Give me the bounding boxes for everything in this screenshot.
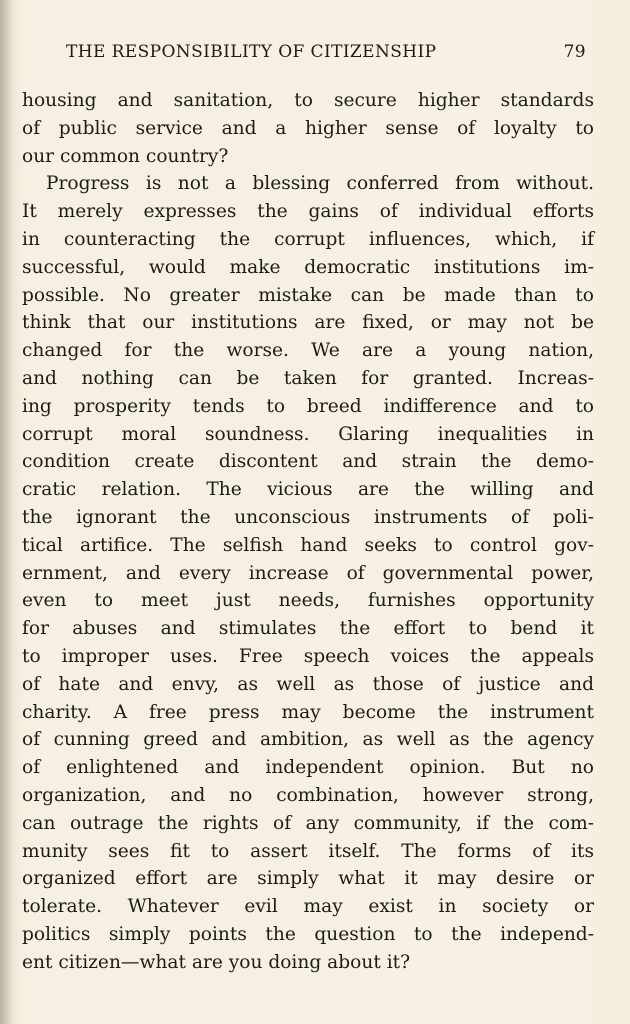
text-line: tical artifice. The selfish hand seeks to control gov- bbox=[22, 534, 594, 556]
text-line: organization, and no combination, however strong, bbox=[22, 784, 594, 806]
text-line: of cunning greed and ambition, as well as the agency bbox=[22, 729, 594, 751]
text-line: housing and sanitation, to secure higher standards bbox=[22, 90, 594, 111]
text-line: of enlightened and independent opinion. But no bbox=[22, 757, 594, 779]
text-line: can outrage the rights of any community, if the com- bbox=[22, 812, 594, 834]
page-number: 79 bbox=[563, 42, 586, 62]
text-line: to improper uses. Free speech voices the appeals bbox=[22, 645, 594, 667]
running-header bbox=[66, 42, 586, 66]
text-line: charity. A free press may become the instrument bbox=[22, 701, 594, 723]
text-line: of hate and envy, as well as those of justice and bbox=[22, 673, 594, 695]
text-line: condition create discontent and strain the demo- bbox=[22, 451, 594, 473]
text-line: munity sees fit to assert itself. The forms of its bbox=[22, 840, 594, 862]
page-gutter-shadow bbox=[0, 0, 14, 1024]
text-line: Progress is not a blessing conferred from without. bbox=[46, 173, 594, 195]
text-line: organized effort are simply what it may desire or bbox=[22, 868, 594, 890]
text-line: ent citizen—what are you doing about it? bbox=[22, 951, 411, 973]
text-line: ernment, and every increase of governmental power, bbox=[22, 562, 594, 584]
text-line: and nothing can be taken for granted. Increas- bbox=[22, 367, 594, 389]
text-line: corrupt moral soundness. Glaring inequalities in bbox=[22, 423, 594, 445]
paragraph-1 bbox=[22, 87, 594, 170]
text-line: possible. No greater mistake can be made than to bbox=[22, 284, 594, 306]
text-line: ing prosperity tends to breed indifference and to bbox=[22, 395, 594, 417]
text-line: cratic relation. The vicious are the willing and bbox=[22, 479, 594, 501]
text-line: for abuses and stimulates the effort to bend it bbox=[22, 618, 594, 640]
text-line: our common country? bbox=[22, 145, 229, 167]
text-line: tolerate. Whatever evil may exist in society or bbox=[22, 896, 594, 918]
running-title: THE RESPONSIBILITY OF CITIZENSHIP bbox=[66, 42, 437, 62]
text-line: of public service and a higher sense of loyalty to bbox=[22, 117, 594, 139]
text-line: politics simply points the question to the independ- bbox=[22, 923, 594, 945]
text-line: changed for the worse. We are a young nation, bbox=[22, 340, 594, 362]
body-text bbox=[22, 87, 594, 977]
text-line: It merely expresses the gains of individual efforts bbox=[22, 201, 594, 223]
paragraph-2 bbox=[22, 170, 594, 976]
text-line: the ignorant the unconscious instruments of poli- bbox=[22, 506, 594, 528]
text-line: in counteracting the corrupt influences, which, if bbox=[22, 228, 594, 250]
text-line: think that our institutions are fixed, or may not be bbox=[22, 312, 594, 334]
text-line: even to meet just needs, furnishes opportunity bbox=[22, 590, 594, 612]
text-line: successful, would make democratic institutions im- bbox=[22, 256, 594, 278]
